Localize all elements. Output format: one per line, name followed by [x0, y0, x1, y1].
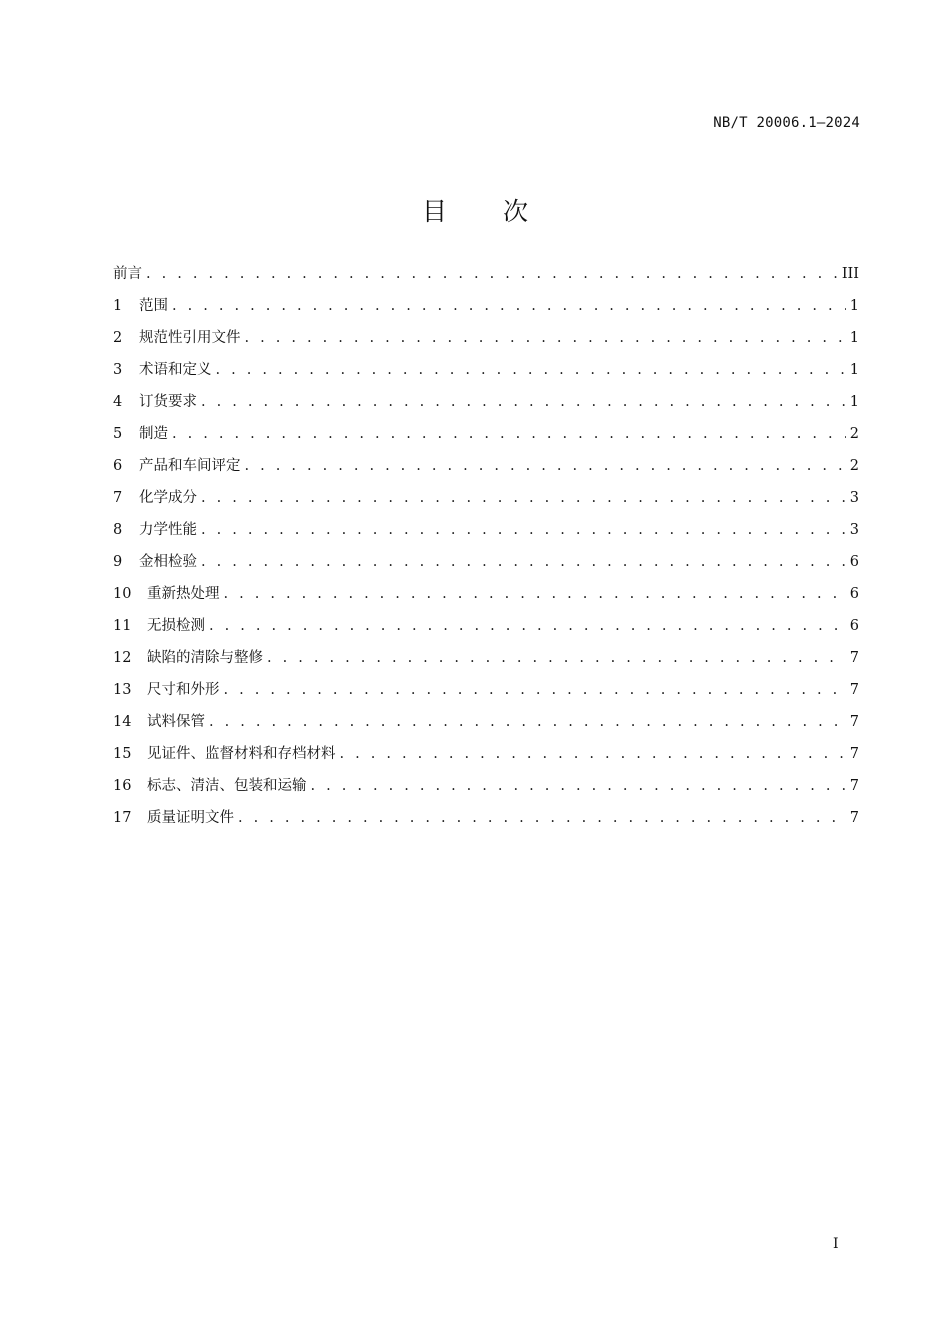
toc-entry-number: 12	[113, 650, 132, 666]
toc-entry-number: 10	[113, 586, 132, 602]
toc-entry[interactable]	[113, 454, 859, 486]
toc-entry-page: 7	[849, 746, 859, 762]
toc-entry-number: 5	[113, 426, 123, 442]
toc-entry-page: 7	[849, 778, 859, 794]
toc-dot-leader	[238, 806, 846, 830]
standard-number: NB/T 20006.1—2024	[713, 115, 860, 131]
toc-dot-leader	[146, 262, 838, 286]
toc-entry-label: 术语和定义	[139, 362, 212, 378]
toc-dot-leader	[201, 550, 846, 574]
toc-entry-number: 13	[113, 682, 132, 698]
toc-dot-leader	[224, 678, 846, 702]
toc-entry[interactable]	[113, 390, 859, 422]
toc-entry-label: 无损检测	[147, 618, 205, 634]
toc-entry-page: 7	[849, 650, 859, 666]
toc-entry-number: 7	[113, 490, 123, 506]
toc-entry-label: 缺陷的清除与整修	[147, 650, 263, 666]
toc-entry[interactable]	[113, 614, 859, 646]
toc-entry-number: 11	[113, 618, 132, 634]
toc-entry-label: 尺寸和外形	[147, 682, 220, 698]
toc-dot-leader	[209, 614, 846, 638]
toc-entry[interactable]	[113, 774, 859, 806]
toc-entry[interactable]	[113, 806, 859, 838]
toc-entry[interactable]	[113, 358, 859, 390]
toc-entry-number: 8	[113, 522, 123, 538]
toc-entry[interactable]	[113, 582, 859, 614]
toc-entry-page: III	[841, 266, 859, 282]
toc-dot-leader	[201, 390, 846, 414]
toc-entry-number: 3	[113, 362, 123, 378]
toc-entry-page: 6	[849, 618, 859, 634]
toc-entry[interactable]	[113, 294, 859, 326]
toc-entry-label: 金相检验	[139, 554, 197, 570]
toc-dot-leader	[201, 518, 846, 542]
toc-dot-leader	[311, 774, 846, 798]
toc-entry-number: 4	[113, 394, 123, 410]
toc-entry-page: 1	[849, 394, 859, 410]
toc-entry-page: 7	[849, 714, 859, 730]
toc-dot-leader	[224, 582, 846, 606]
page-number: I	[833, 1236, 839, 1252]
toc-entry[interactable]	[113, 742, 859, 774]
toc-entry-page: 2	[849, 458, 859, 474]
toc-entry-page: 6	[849, 586, 859, 602]
toc-entry-label: 前言	[113, 266, 142, 282]
toc-entry-label: 化学成分	[139, 490, 197, 506]
toc-dot-leader	[216, 358, 846, 382]
toc-entry-number: 17	[113, 810, 132, 826]
toc-entry-label: 产品和车间评定	[139, 458, 241, 474]
toc-entry-page: 7	[849, 682, 859, 698]
toc-entry-label: 订货要求	[139, 394, 197, 410]
toc-entry-page: 2	[849, 426, 859, 442]
page-title: 目次	[421, 197, 584, 226]
toc-dot-leader	[245, 454, 846, 478]
toc-entry-page: 1	[849, 298, 859, 314]
toc-dot-leader	[209, 710, 846, 734]
toc-entry-page: 3	[849, 490, 859, 506]
toc-entry-label: 质量证明文件	[147, 810, 234, 826]
toc-entry-page: 1	[849, 330, 859, 346]
toc-entry[interactable]	[113, 518, 859, 550]
toc-entry-number: 2	[113, 330, 123, 346]
toc-entry[interactable]	[113, 326, 859, 358]
toc-entry-label: 范围	[139, 298, 168, 314]
toc-entry-page: 6	[849, 554, 859, 570]
toc-entry-number: 9	[113, 554, 123, 570]
toc-entry[interactable]	[113, 550, 859, 582]
toc-entry-number: 6	[113, 458, 123, 474]
toc-dot-leader	[172, 422, 846, 446]
table-of-contents	[113, 262, 859, 838]
toc-entry-label: 见证件、监督材料和存档材料	[147, 746, 336, 762]
toc-entry-number: 15	[113, 746, 132, 762]
toc-dot-leader	[201, 486, 846, 510]
toc-dot-leader	[245, 326, 846, 350]
toc-dot-leader	[172, 294, 846, 318]
toc-entry-number: 16	[113, 778, 132, 794]
toc-entry-label: 试料保管	[147, 714, 205, 730]
toc-entry-page: 3	[849, 522, 859, 538]
toc-dot-leader	[340, 742, 846, 766]
toc-entry-label: 规范性引用文件	[139, 330, 241, 346]
toc-entry[interactable]	[113, 262, 859, 294]
toc-entry[interactable]	[113, 486, 859, 518]
toc-entry-page: 7	[849, 810, 859, 826]
toc-entry-label: 力学性能	[139, 522, 197, 538]
toc-entry[interactable]	[113, 678, 859, 710]
toc-entry[interactable]	[113, 422, 859, 454]
toc-entry-number: 1	[113, 298, 123, 314]
toc-entry-label: 制造	[139, 426, 168, 442]
toc-dot-leader	[267, 646, 846, 670]
toc-entry-page: 1	[849, 362, 859, 378]
toc-entry[interactable]	[113, 646, 859, 678]
toc-entry-label: 重新热处理	[147, 586, 220, 602]
toc-entry-label: 标志、清洁、包装和运输	[147, 778, 307, 794]
toc-entry-number: 14	[113, 714, 132, 730]
toc-entry[interactable]	[113, 710, 859, 742]
